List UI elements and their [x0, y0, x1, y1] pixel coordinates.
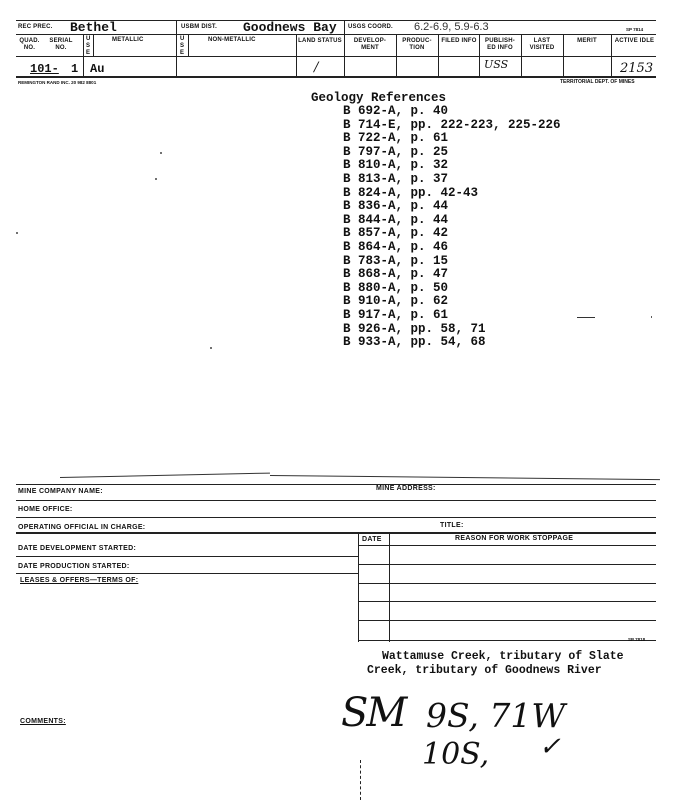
serial-no-value: 1 — [71, 62, 79, 76]
divider — [344, 20, 345, 76]
usbm-dist-label: USBM DIST. — [181, 24, 218, 30]
bottom-card-top-border — [16, 484, 656, 485]
reference-item: B 844-A, p. 44 — [343, 212, 449, 227]
reference-item: B 797-A, p. 25 — [343, 144, 449, 159]
row-line — [16, 517, 656, 518]
row-line — [358, 564, 656, 565]
bottom-form-number: SP 7818 — [628, 637, 646, 642]
usgs-coord-label: USGS COORD. — [348, 24, 393, 30]
row-line — [358, 545, 656, 546]
reference-item: B 868-A, p. 47 — [343, 267, 449, 282]
handwriting-line-2: 10S, — [422, 737, 490, 772]
col-active-idle: ACTIVE IDLE — [614, 38, 655, 44]
divider — [521, 34, 522, 76]
rec-prec-label: REC PREC. — [18, 24, 53, 30]
col-development: DEVELOP-MENT — [353, 38, 387, 51]
col-quad-no: QUAD. NO. — [19, 38, 40, 51]
scan-speck — [160, 152, 162, 154]
col-published-info: PUBLISH-ED INFO — [485, 38, 515, 51]
col-filed-info: FILED INFO — [441, 38, 477, 44]
reference-item: B 824-A, pp. 42-43 — [343, 185, 479, 200]
divider — [396, 34, 397, 76]
divider — [389, 532, 390, 642]
col-use-metallic: U S E — [86, 36, 91, 56]
divider — [188, 34, 189, 56]
divider — [438, 34, 439, 76]
rec-prec-value: Bethel — [70, 20, 117, 35]
reference-item: B 910-A, p. 62 — [343, 294, 449, 309]
reason-col-label: REASON FOR WORK STOPPAGE — [455, 535, 574, 542]
col-serial-no: SERIAL NO. — [49, 38, 73, 51]
location-line-2: Creek, tributary of Goodnews River — [367, 664, 602, 677]
row-line — [358, 583, 656, 584]
divider — [611, 34, 612, 76]
title-label: TITLE: — [440, 522, 464, 529]
date-col-label: DATE — [362, 536, 382, 543]
top-card-column-divider — [16, 56, 656, 57]
leases-label: LEASES & OFFERS—TERMS OF: — [20, 577, 139, 584]
row-line — [358, 601, 656, 602]
divider — [563, 34, 564, 76]
top-form-number: SP 7814 — [626, 27, 644, 32]
scan-speck — [210, 347, 212, 349]
divider — [93, 34, 94, 56]
col-production: PRODUC-TION — [402, 38, 432, 51]
row-line — [16, 573, 358, 574]
comments-label: COMMENTS: — [20, 718, 66, 725]
references-heading: Geology References — [311, 91, 447, 105]
divider — [83, 34, 84, 76]
reference-item: B 813-A, p. 37 — [343, 171, 449, 186]
references-list — [343, 105, 561, 350]
location-line-1: Wattamuse Creek, tributary of Slate — [382, 650, 624, 663]
scan-speck — [155, 178, 157, 180]
reference-item: B 933-A, pp. 54, 68 — [343, 335, 486, 350]
top-card-bottom-border — [16, 76, 656, 78]
reference-item: B 783-A, p. 15 — [343, 253, 449, 268]
col-merit: MERIT — [577, 38, 597, 44]
divider — [358, 532, 359, 642]
usbm-dist-value: Goodnews Bay — [243, 20, 337, 35]
date-development-label: DATE DEVELOPMENT STARTED: — [18, 545, 137, 552]
reference-item: B 692-A, p. 40 — [343, 104, 449, 118]
reference-item: B 714-E, pp. 222-223, 225-226 — [343, 117, 561, 132]
col-nonmetallic: NON-METALLIC — [208, 37, 256, 43]
card-edge — [60, 473, 270, 478]
row-line — [358, 640, 656, 641]
scan-speck — [651, 316, 652, 318]
quad-no-value: 101- — [30, 62, 59, 76]
row-line — [16, 532, 656, 534]
scan-speck — [16, 232, 18, 234]
printer-line: REMINGTON RAND INC. 20 982 8801 — [18, 80, 97, 85]
reference-item: B 857-A, p. 42 — [343, 226, 449, 241]
scan-mark — [577, 317, 595, 318]
territorial-label: TERRITORIAL DEPT. OF MINES — [560, 79, 635, 85]
reference-item: B 836-A, p. 44 — [343, 199, 449, 214]
reference-item: B 864-A, p. 46 — [343, 239, 449, 254]
home-office-label: HOME OFFICE: — [18, 506, 73, 513]
divider — [296, 34, 297, 76]
date-production-label: DATE PRODUCTION STARTED: — [18, 563, 130, 570]
handwriting-sm: SM — [341, 690, 406, 736]
col-last-visited: LAST VISITED — [529, 38, 555, 51]
fold-line — [360, 760, 361, 800]
divider — [479, 34, 480, 76]
col-land-status: LAND STATUS — [298, 38, 342, 44]
reference-item: B 880-A, p. 50 — [343, 280, 449, 295]
reference-item: B 722-A, p. 61 — [343, 131, 449, 146]
row-line — [16, 556, 358, 557]
metallic-value: Au — [90, 62, 105, 76]
col-use-nonmetallic: U S E — [180, 36, 185, 56]
reference-item: B 810-A, p. 32 — [343, 158, 449, 173]
mine-address-label: MINE ADDRESS: — [376, 485, 436, 492]
card-edge — [270, 475, 660, 480]
divider — [176, 20, 177, 76]
reference-item: B 917-A, p. 61 — [343, 307, 449, 322]
operating-official-label: OPERATING OFFICIAL IN CHARGE: — [18, 524, 146, 531]
active-idle-value: 2153 — [620, 61, 654, 76]
handwriting-check: ✓ — [539, 732, 561, 762]
col-metallic: METALLIC — [112, 37, 144, 43]
handwriting-line-1: 9S, 71W — [426, 696, 566, 735]
row-line — [358, 620, 656, 621]
usgs-coord-value: 6.2-6.9, 5.9-6.3 — [414, 21, 489, 33]
land-status-value: / — [314, 60, 319, 75]
row-line — [16, 500, 656, 501]
published-info-value: USS — [484, 58, 509, 71]
mine-company-name-label: MINE COMPANY NAME: — [18, 488, 103, 495]
reference-item: B 926-A, pp. 58, 71 — [343, 321, 486, 336]
